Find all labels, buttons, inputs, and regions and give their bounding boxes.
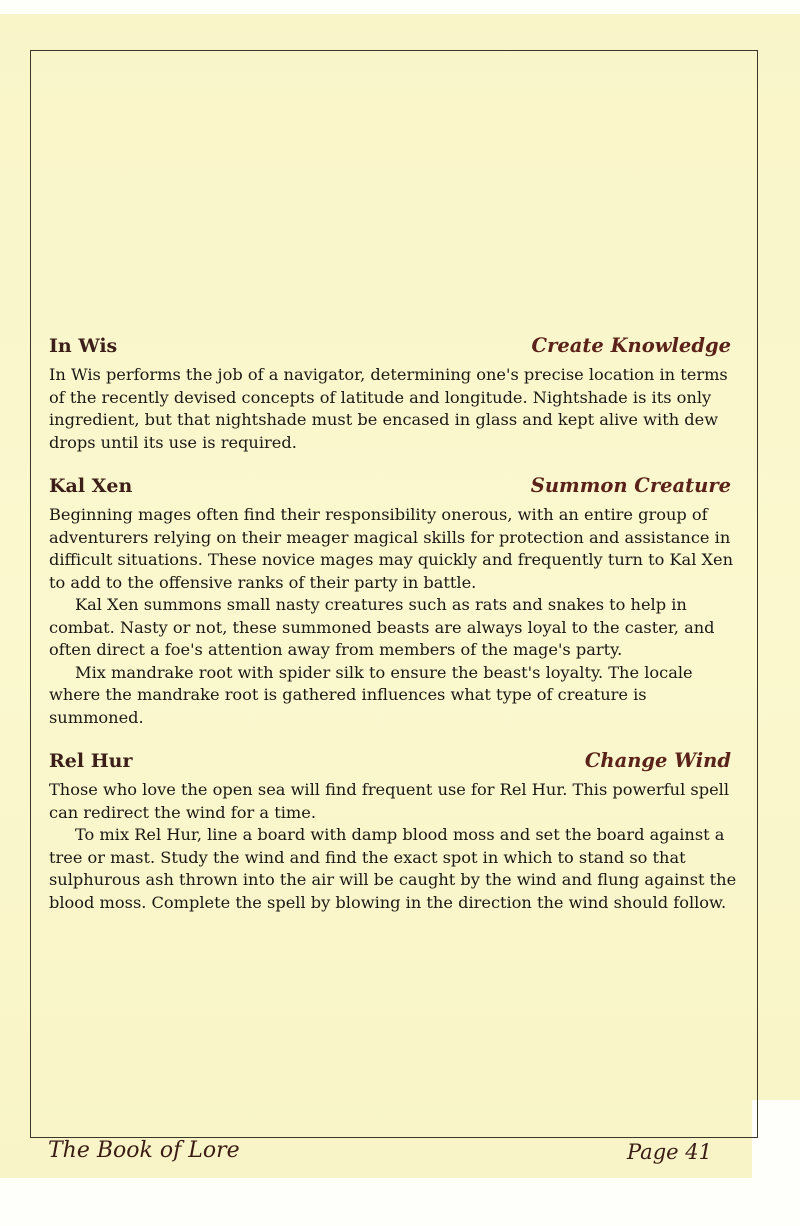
spell-effect-title: Summon Creature: [530, 474, 731, 497]
spell-header: [49, 749, 739, 779]
spell-entry-rel-hur: [49, 749, 739, 914]
spell-description: Kal Xen summons small nasty creatures such as rats and snakes to help in combat. Nasty or not, these summoned beasts are always loyal to the caster, and often direct a foe's attention away from members of the mage's party.: [49, 595, 715, 659]
spell-description: Beginning mages often find their responsibility onerous, with an entire group of adventurers relying on their meager magical skills for protection and assistance in difficult situations. These novice mages may quickly and frequently turn to Kal Xen to add to the offensive ranks of their party in battle.: [49, 505, 734, 592]
spell-effect-title: Change Wind: [584, 749, 731, 772]
spell-name: In Wis: [49, 335, 118, 357]
spell-header: [49, 474, 739, 504]
spell-effect-title: Create Knowledge: [531, 334, 731, 357]
scan-margin-corner: [752, 1100, 800, 1226]
spell-description: Those who love the open sea will find frequent use for Rel Hur. This powerful spell can redirect the wind for a time.: [49, 780, 730, 822]
spell-description: In Wis performs the job of a navigator, determining one's precise location in terms of the recently devised concepts of latitude and longitude. Nightshade is its only ingredient, but that nightshade must be encased in glass and kept alive with dew drops until its use is required.: [49, 365, 728, 452]
scan-margin-bottom: [0, 1178, 800, 1226]
spell-description: To mix Rel Hur, line a board with damp blood moss and set the board against a tree or mast. Study the wind and find the exact spot in which to stand so that sulphurous ash thrown into the air will be caught by the wind and flung against the blood moss. Complete the spell by blowing in the direction the wind should follow.: [49, 825, 737, 912]
spell-description: Mix mandrake root with spider silk to ensure the beast's loyalty. The locale where the mandrake root is gathered influences what type of creature is summoned.: [49, 662, 693, 727]
scan-margin-top: [0, 0, 800, 14]
footer-book-title: The Book of Lore: [48, 1138, 240, 1163]
spell-section: [49, 334, 739, 934]
spell-name: Kal Xen: [49, 475, 133, 497]
spell-header: [49, 334, 739, 364]
spell-entry-kal-xen: [49, 474, 739, 729]
spell-entry-in-wis: [49, 334, 739, 454]
footer-page-number: Page 41: [627, 1140, 712, 1164]
spell-name: Rel Hur: [49, 750, 133, 772]
